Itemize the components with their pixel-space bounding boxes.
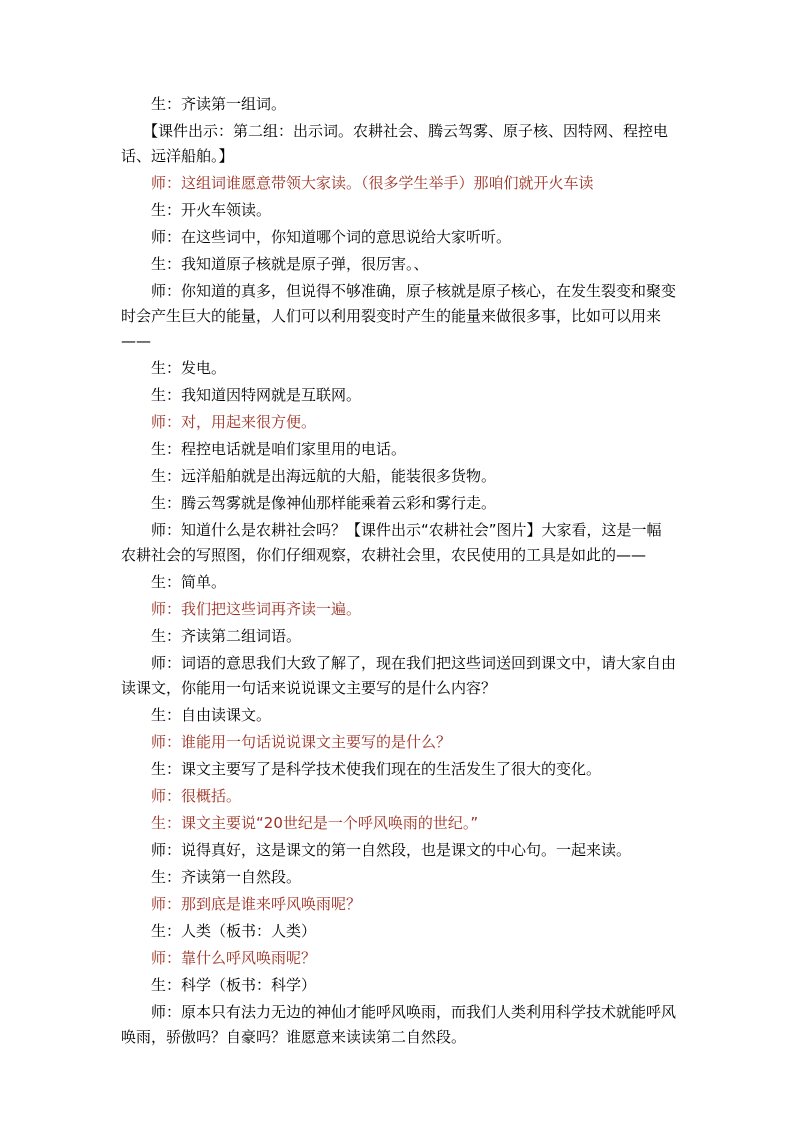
dialogue-line: 生：发电。 [151, 359, 227, 377]
dialogue-line: 生：我知道因特网就是互联网。 [151, 386, 362, 404]
dialogue-line: 师：对，用起来很方便。 [151, 413, 317, 431]
dialogue-line: 生：我知道原子核就是原子弹，很厉害。、 [151, 255, 429, 273]
dialogue-line: 生：齐读第一组词。 [151, 95, 287, 113]
dialogue-line: 【课件出示：第二组：出示词。农耕社会、腾云驾雾、原子核、因特网、程控电话、远洋船舶。】 [121, 122, 669, 165]
dialogue-line: 生：课文主要写了是科学技术使我们现在的生活发生了很大的变化。 [151, 760, 602, 778]
dialogue-line: 师：我们把这些词再齐读一遍。 [151, 600, 362, 618]
dialogue-line: 师：词语的意思我们大致了解了，现在我们把这些词送回到课文中，请大家自由读课文，你能用一句话来说说课文主要写的是什么内容？ [121, 654, 677, 697]
dialogue-line: 生：腾云驾雾就是像神仙那样能乘着云彩和雾行走。 [151, 494, 497, 512]
dialogue-line: 师：很概括。 [151, 787, 242, 805]
dialogue-line: 生：人类（板书：人类） [151, 922, 317, 940]
dialogue-line: 师：原本只有法力无边的神仙才能呼风唤雨，而我们人类利用科学技术就能呼风唤雨，骄傲吗？自豪吗？谁愿意来读读第二自然段。 [121, 1003, 677, 1046]
dialogue-line: 生：简单。 [151, 573, 227, 591]
dialogue-line: 生：齐读第二组词语。 [151, 627, 302, 645]
dialogue-line: 师：在这些词中，你知道哪个词的意思说给大家听听。 [151, 228, 512, 246]
dialogue-line: 生：课文主要说“20世纪是一个呼风唤雨的世纪。” [151, 814, 479, 832]
dialogue-line: 生：科学（板书：科学） [151, 976, 317, 994]
dialogue-line: 师：靠什么呼风唤雨呢？ [151, 949, 317, 967]
dialogue-line: 师：那到底是谁来呼风唤雨呢？ [151, 895, 362, 913]
document-body [121, 92, 676, 1050]
dialogue-line: 生：开火车领读。 [151, 201, 272, 219]
dialogue-line: 生：程控电话就是咱们家里用的电话。 [151, 440, 407, 458]
dialogue-line: 师：这组词谁愿意带领大家读。（很多学生举手）那咱们就开火车读 [151, 174, 594, 192]
dialogue-line: 师：你知道的真多，但说得不够准确，原子核就是原子核心，在发生裂变和聚变时会产生巨大的能量，人们可以利用裂变时产生的能量来做很多事，比如可以用来—— [121, 282, 677, 350]
dialogue-line: 生：远洋船舶就是出海远航的大船，能装很多货物。 [151, 467, 497, 485]
dialogue-line: 师：谁能用一句话说说课文主要写的是什么？ [151, 733, 452, 751]
dialogue-line: 生：齐读第一自然段。 [151, 868, 302, 886]
dialogue-line: 生：自由读课文。 [151, 706, 272, 724]
dialogue-line: 师：知道什么是农耕社会吗？【课件出示“农耕社会”图片】大家看，这是一幅农耕社会的写照图，你们仔细观察，农耕社会里，农民使用的工具是如此的—— [121, 521, 662, 564]
dialogue-line: 师：说得真好，这是课文的第一自然段，也是课文的中心句。一起来读。 [151, 841, 632, 859]
